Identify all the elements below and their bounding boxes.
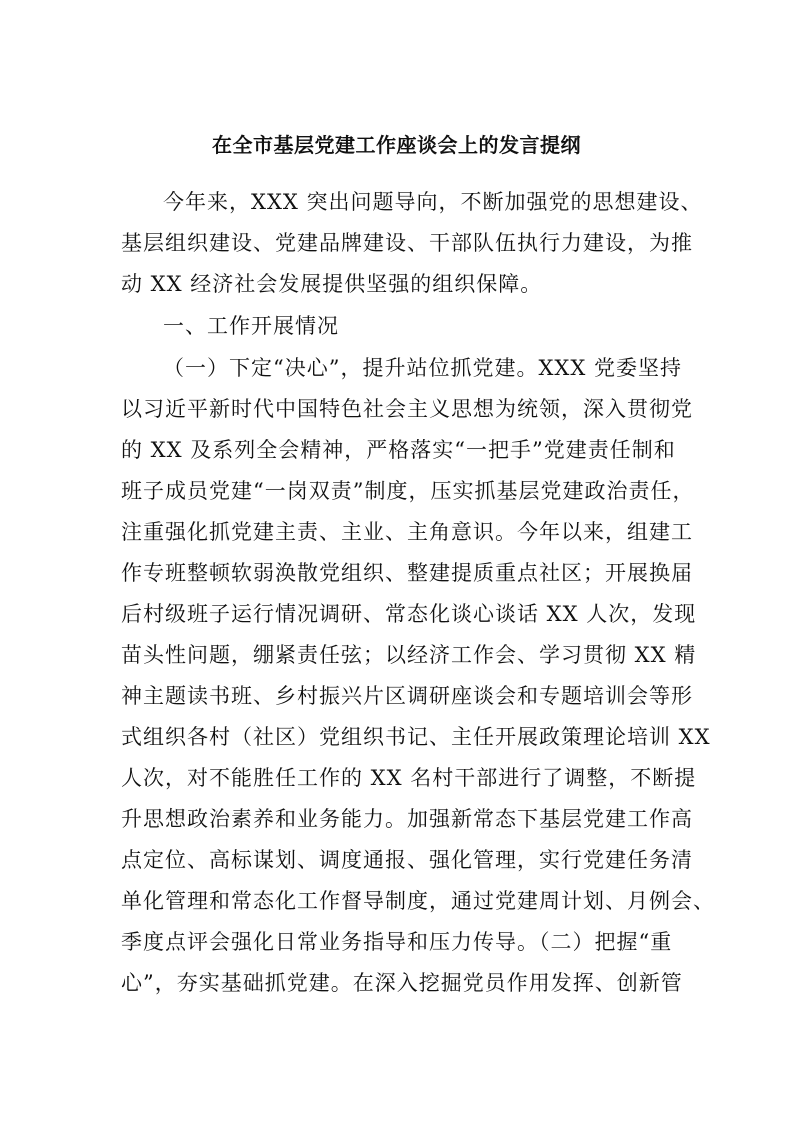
paragraph-line: 今年来，XXX 突出问题导向，不断加强党的思想建设、 (163, 190, 703, 214)
paragraph-line: 班子成员党建“一岗双责”制度，压实抓基层党建政治责任， (121, 479, 695, 503)
paragraph-line: 心”，夯实基础抓党建。在深入挖掘党员作用发挥、创新管 (121, 971, 683, 995)
paragraph-line: 动 XX 经济社会发展提供坚强的组织保障。 (121, 272, 543, 296)
paragraph-line: 作专班整顿软弱涣散党组织、整建提质重点社区；开展换届 (121, 561, 693, 585)
paragraph-line: （一）下定“决心”，提升站位抓党建。XXX 党委坚持 (163, 356, 682, 380)
paragraph-line: 以习近平新时代中国特色社会主义思想为统领，深入贯彻党 (121, 397, 693, 421)
paragraph-line: 注重强化抓党建主责、主业、主角意识。今年以来，组建工 (121, 520, 693, 544)
paragraph-line: 季度点评会强化日常业务指导和压力传导。（二）把握“重 (121, 930, 673, 954)
section-heading: 一、工作开展情况 (163, 314, 339, 338)
document-title: 在全市基层党建工作座谈会上的发言提纲 (212, 133, 581, 157)
paragraph-line: 神主题读书班、乡村振兴片区调研座谈会和专题培训会等形 (121, 684, 693, 708)
paragraph-line: 升思想政治素养和业务能力。加强新常态下基层党建工作高 (121, 807, 693, 831)
paragraph-line: 后村级班子运行情况调研、常态化谈心谈话 XX 人次，发现 (121, 602, 697, 626)
paragraph-line: 苗头性问题，绷紧责任弦；以经济工作会、学习贯彻 XX 精 (121, 643, 697, 667)
paragraph-line: 的 XX 及系列全会精神，严格落实“一把手”党建责任制和 (121, 438, 676, 462)
paragraph-line: 式组织各村（社区）党组织书记、主任开展政策理论培训 XX (121, 725, 711, 749)
paragraph-line: 点定位、高标谋划、调度通报、强化管理，实行党建任务清 (121, 848, 693, 872)
paragraph-line: 基层组织建设、党建品牌建设、干部队伍执行力建设，为推 (121, 231, 693, 255)
paragraph-line: 人次，对不能胜任工作的 XX 名村干部进行了调整，不断提 (121, 766, 697, 790)
paragraph-line: 单化管理和常态化工作督导制度，通过党建周计划、月例会、 (121, 889, 715, 913)
